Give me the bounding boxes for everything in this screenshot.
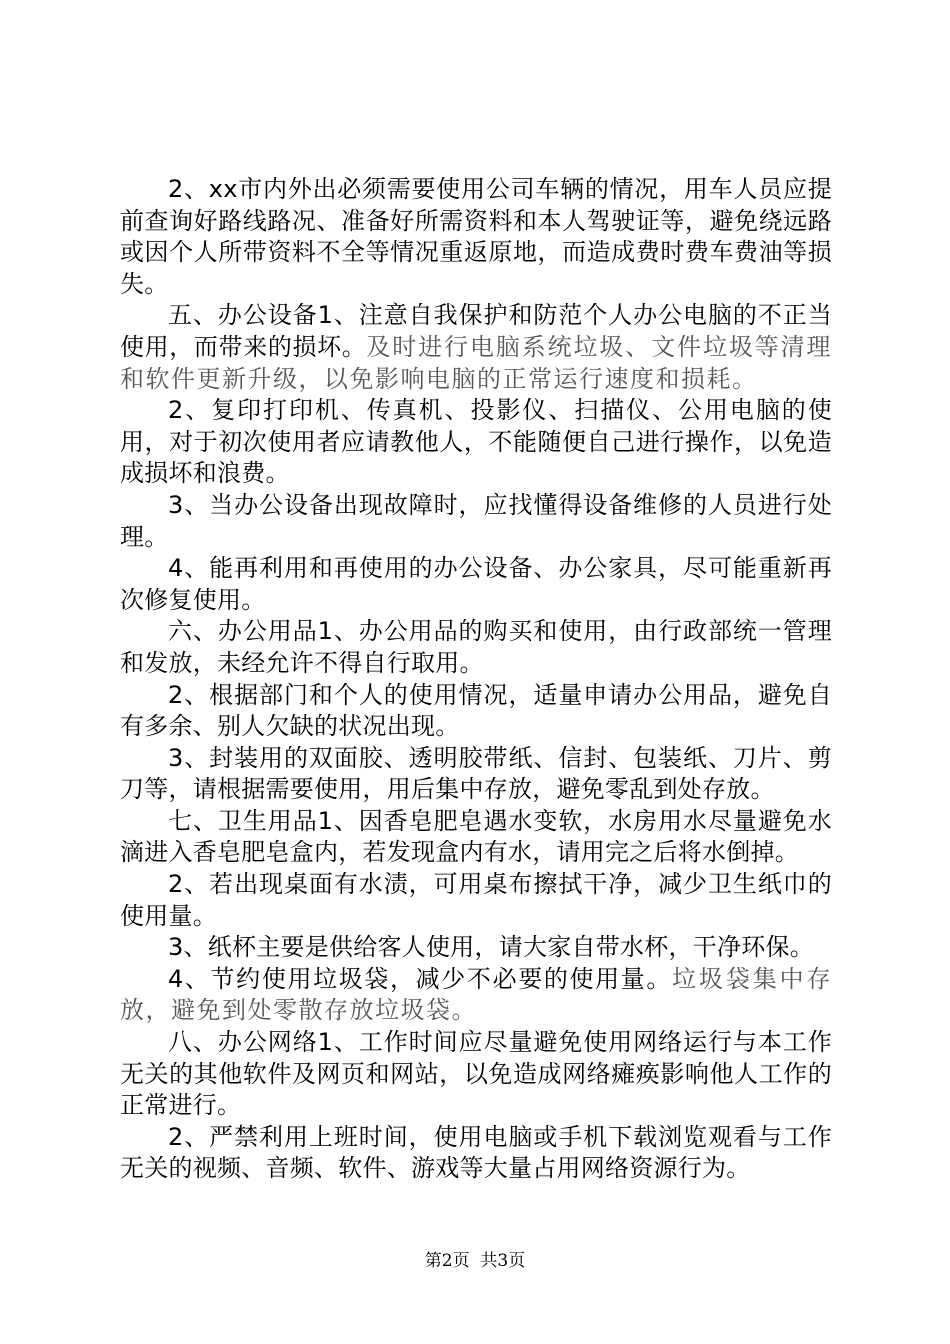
paragraph: 4、节约使用垃圾袋，减少不必要的使用量。垃圾袋集中存放，避免到处零散存放垃圾袋。 — [120, 964, 832, 1025]
paragraph: 2、xx市内外出必须需要使用公司车辆的情况，用车人员应提前查询好路线路况、准备好所需资料和本人驾驶证等，避免绕远路或因个人所带资料不全等情况重返原地，而造成费时费车费油等损失。 — [120, 175, 832, 298]
paragraph: 3、封装用的双面胶、透明胶带纸、信封、包装纸、刀片、剪刀等，请根据需要使用，用后集中存放，避免零乱到处存放。 — [120, 743, 832, 804]
page-number: 第2页 — [424, 1251, 470, 1271]
paragraph: 六、办公用品1、办公用品的购买和使用，由行政部统一管理和发放，未经允许不得自行取用。 — [120, 617, 832, 677]
paragraph: 七、卫生用品1、因香皂肥皂遇水变软，水房用水尽量避免水滴进入香皂肥皂盒内，若发现盒内有水，请用完之后将水倒掉。 — [120, 806, 832, 867]
paragraph: 4、能再利用和再使用的办公设备、办公家具，尽可能重新再次修复使用。 — [120, 554, 832, 614]
paragraph: 3、当办公设备出现故障时，应找懂得设备维修的人员进行处理。 — [120, 490, 832, 551]
paragraph: 3、纸杯主要是供给客人使用，请大家自带水杯，干净环保。 — [168, 933, 815, 962]
page-total: 共3页 — [480, 1251, 526, 1271]
paragraph: 五、办公设备1、注意自我保护和防范个人办公电脑的不正当使用，而带来的损坏。及时进行电脑系统垃圾、文件垃圾等清理和软件更新升级，以免影响电脑的正常运行速度和损耗。 — [120, 301, 833, 393]
paragraph: 2、复印打印机、传真机、投影仪、扫描仪、公用电脑的使用，对于初次使用者应请教他人，不能随便自己进行操作，以免造成损坏和浪费。 — [120, 396, 832, 488]
paragraph: 2、若出现桌面有水渍，可用桌布擦拭干净，减少卫生纸巾的使用量。 — [120, 870, 832, 930]
page-footer — [0, 1246, 950, 1271]
document-body — [120, 174, 832, 1185]
paragraph: 2、严禁利用上班时间，使用电脑或手机下载浏览观看与工作无关的视频、音频、软件、游戏等大量占用网络资源行为。 — [120, 1122, 832, 1183]
paragraph: 八、办公网络1、工作时间应尽量避免使用网络运行与本工作无关的其他软件及网页和网站，以免造成网络瘫痪影响他人工作的正常进行。 — [120, 1028, 832, 1120]
paragraph: 2、根据部门和个人的使用情况，适量申请办公用品，避免自有多余、别人欠缺的状况出现。 — [120, 680, 832, 741]
